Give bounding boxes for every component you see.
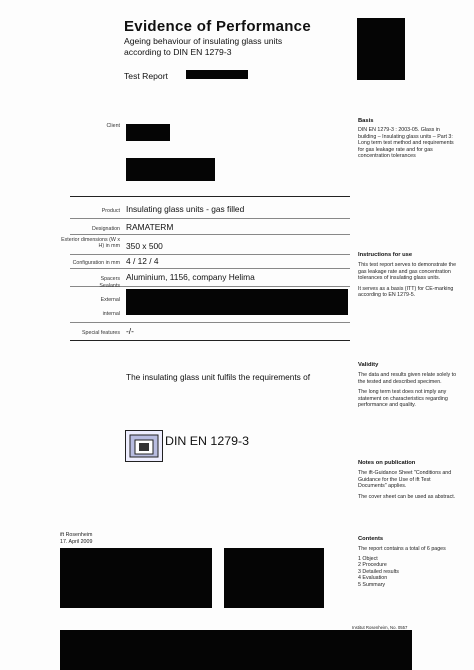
redacted-footer-block bbox=[60, 630, 412, 670]
fulfils-statement: The insulating glass unit fulfils the requirements of bbox=[126, 372, 311, 382]
footer-date: 17. April 2009 bbox=[60, 539, 93, 545]
subtitle-line-2: according to DIN EN 1279-3 bbox=[124, 47, 232, 57]
notes-text bbox=[358, 470, 458, 500]
ift-logo-icon bbox=[125, 430, 163, 462]
contents-item: 4 Evaluation bbox=[358, 575, 388, 582]
redacted-sealant-details bbox=[126, 289, 348, 315]
row-rule bbox=[70, 234, 350, 235]
test-report-label: Test Report bbox=[124, 71, 168, 81]
designation-value: RAMATERM bbox=[126, 222, 174, 232]
redacted-signature-right bbox=[224, 548, 324, 608]
contents-item: 3 Detailed results bbox=[358, 568, 399, 575]
notes-heading: Notes on publication bbox=[358, 460, 416, 466]
table-bottom-rule bbox=[70, 340, 350, 341]
standard-label: DIN EN 1279-3 bbox=[165, 434, 250, 448]
spacers-label: Spacers bbox=[100, 276, 120, 282]
basis-text bbox=[358, 127, 458, 160]
redacted-signature-left bbox=[60, 548, 212, 608]
instructions-paragraph-1: This test report serves to demonstrate the gas leakage rate and gas concentration tolerances of insulating glass units. bbox=[358, 262, 457, 282]
row-rule bbox=[70, 218, 350, 219]
designation-label: Designation bbox=[92, 226, 120, 232]
notes-paragraph-1: The ift-Guidance Sheet "Conditions and Guidance for the Use of ift Test Documents" applies. bbox=[358, 470, 452, 490]
validity-paragraph-1: The data and results given relate solely to the tested and described specimen. bbox=[358, 372, 457, 385]
row-rule bbox=[70, 254, 350, 255]
special-features-label: Special features bbox=[82, 330, 120, 336]
row-rule bbox=[70, 322, 350, 323]
footer-place: ift Rosenheim bbox=[60, 532, 93, 538]
instructions-paragraph-2: It serves as a basis (ITT) for CE-marking according to EN 1279-5. bbox=[358, 285, 454, 299]
footer-small-print: Institut Rosenheim, No. 0557 bbox=[352, 625, 408, 630]
internal-label: internal bbox=[102, 311, 120, 317]
configuration-label: Configuration in mm bbox=[72, 260, 120, 266]
contents-item: 5 Summary bbox=[358, 581, 386, 588]
contents-item: 2 Procedure bbox=[358, 562, 387, 569]
special-features-value: -/- bbox=[126, 326, 134, 336]
basis-heading: Basis bbox=[358, 118, 374, 124]
validity-paragraph-2: The long term test does not imply any statement on characteristics regarding performance and quality. bbox=[358, 389, 448, 409]
validity-heading: Validity bbox=[358, 362, 379, 368]
contents-text bbox=[358, 546, 458, 589]
dimensions-label: Exterior dimensions (W x H) in mm bbox=[61, 237, 120, 249]
external-label: External bbox=[100, 297, 120, 303]
redacted-client-name bbox=[126, 124, 170, 141]
subtitle-line-1: Ageing behaviour of insulating glass units bbox=[124, 36, 283, 46]
document-subtitle bbox=[124, 36, 354, 58]
product-value: Insulating glass units - gas filled bbox=[126, 204, 245, 214]
notes-paragraph-2: The cover sheet can be used as abstract. bbox=[358, 493, 456, 500]
document-title: Evidence of Performance bbox=[124, 18, 311, 35]
basis-paragraph: DIN EN 1279-3 : 2003-05. Glass in building – Insulating glass units – Part 3: Long term test method and requirements for gas leakage rate and for gas concentration tolerances bbox=[358, 127, 454, 160]
dimensions-value: 350 x 500 bbox=[126, 241, 163, 251]
product-label: Product bbox=[101, 208, 120, 214]
redacted-logo-block bbox=[357, 18, 405, 80]
table-top-rule bbox=[70, 196, 350, 197]
row-rule bbox=[70, 268, 350, 269]
validity-text bbox=[358, 372, 458, 409]
redacted-report-number bbox=[186, 70, 248, 79]
configuration-value: 4 / 12 / 4 bbox=[126, 256, 159, 266]
contents-heading: Contents bbox=[358, 536, 384, 542]
instructions-heading: Instructions for use bbox=[358, 252, 413, 258]
client-label: Client bbox=[106, 123, 120, 129]
contents-item: 1 Object bbox=[358, 555, 378, 562]
instructions-text bbox=[358, 262, 458, 299]
spacers-value: Aluminium, 1156, company Helima bbox=[126, 272, 255, 282]
redacted-client-address bbox=[126, 158, 215, 181]
contents-summary: The report contains a total of 6 pages bbox=[358, 546, 446, 552]
sealants-label: Sealants bbox=[99, 283, 120, 289]
